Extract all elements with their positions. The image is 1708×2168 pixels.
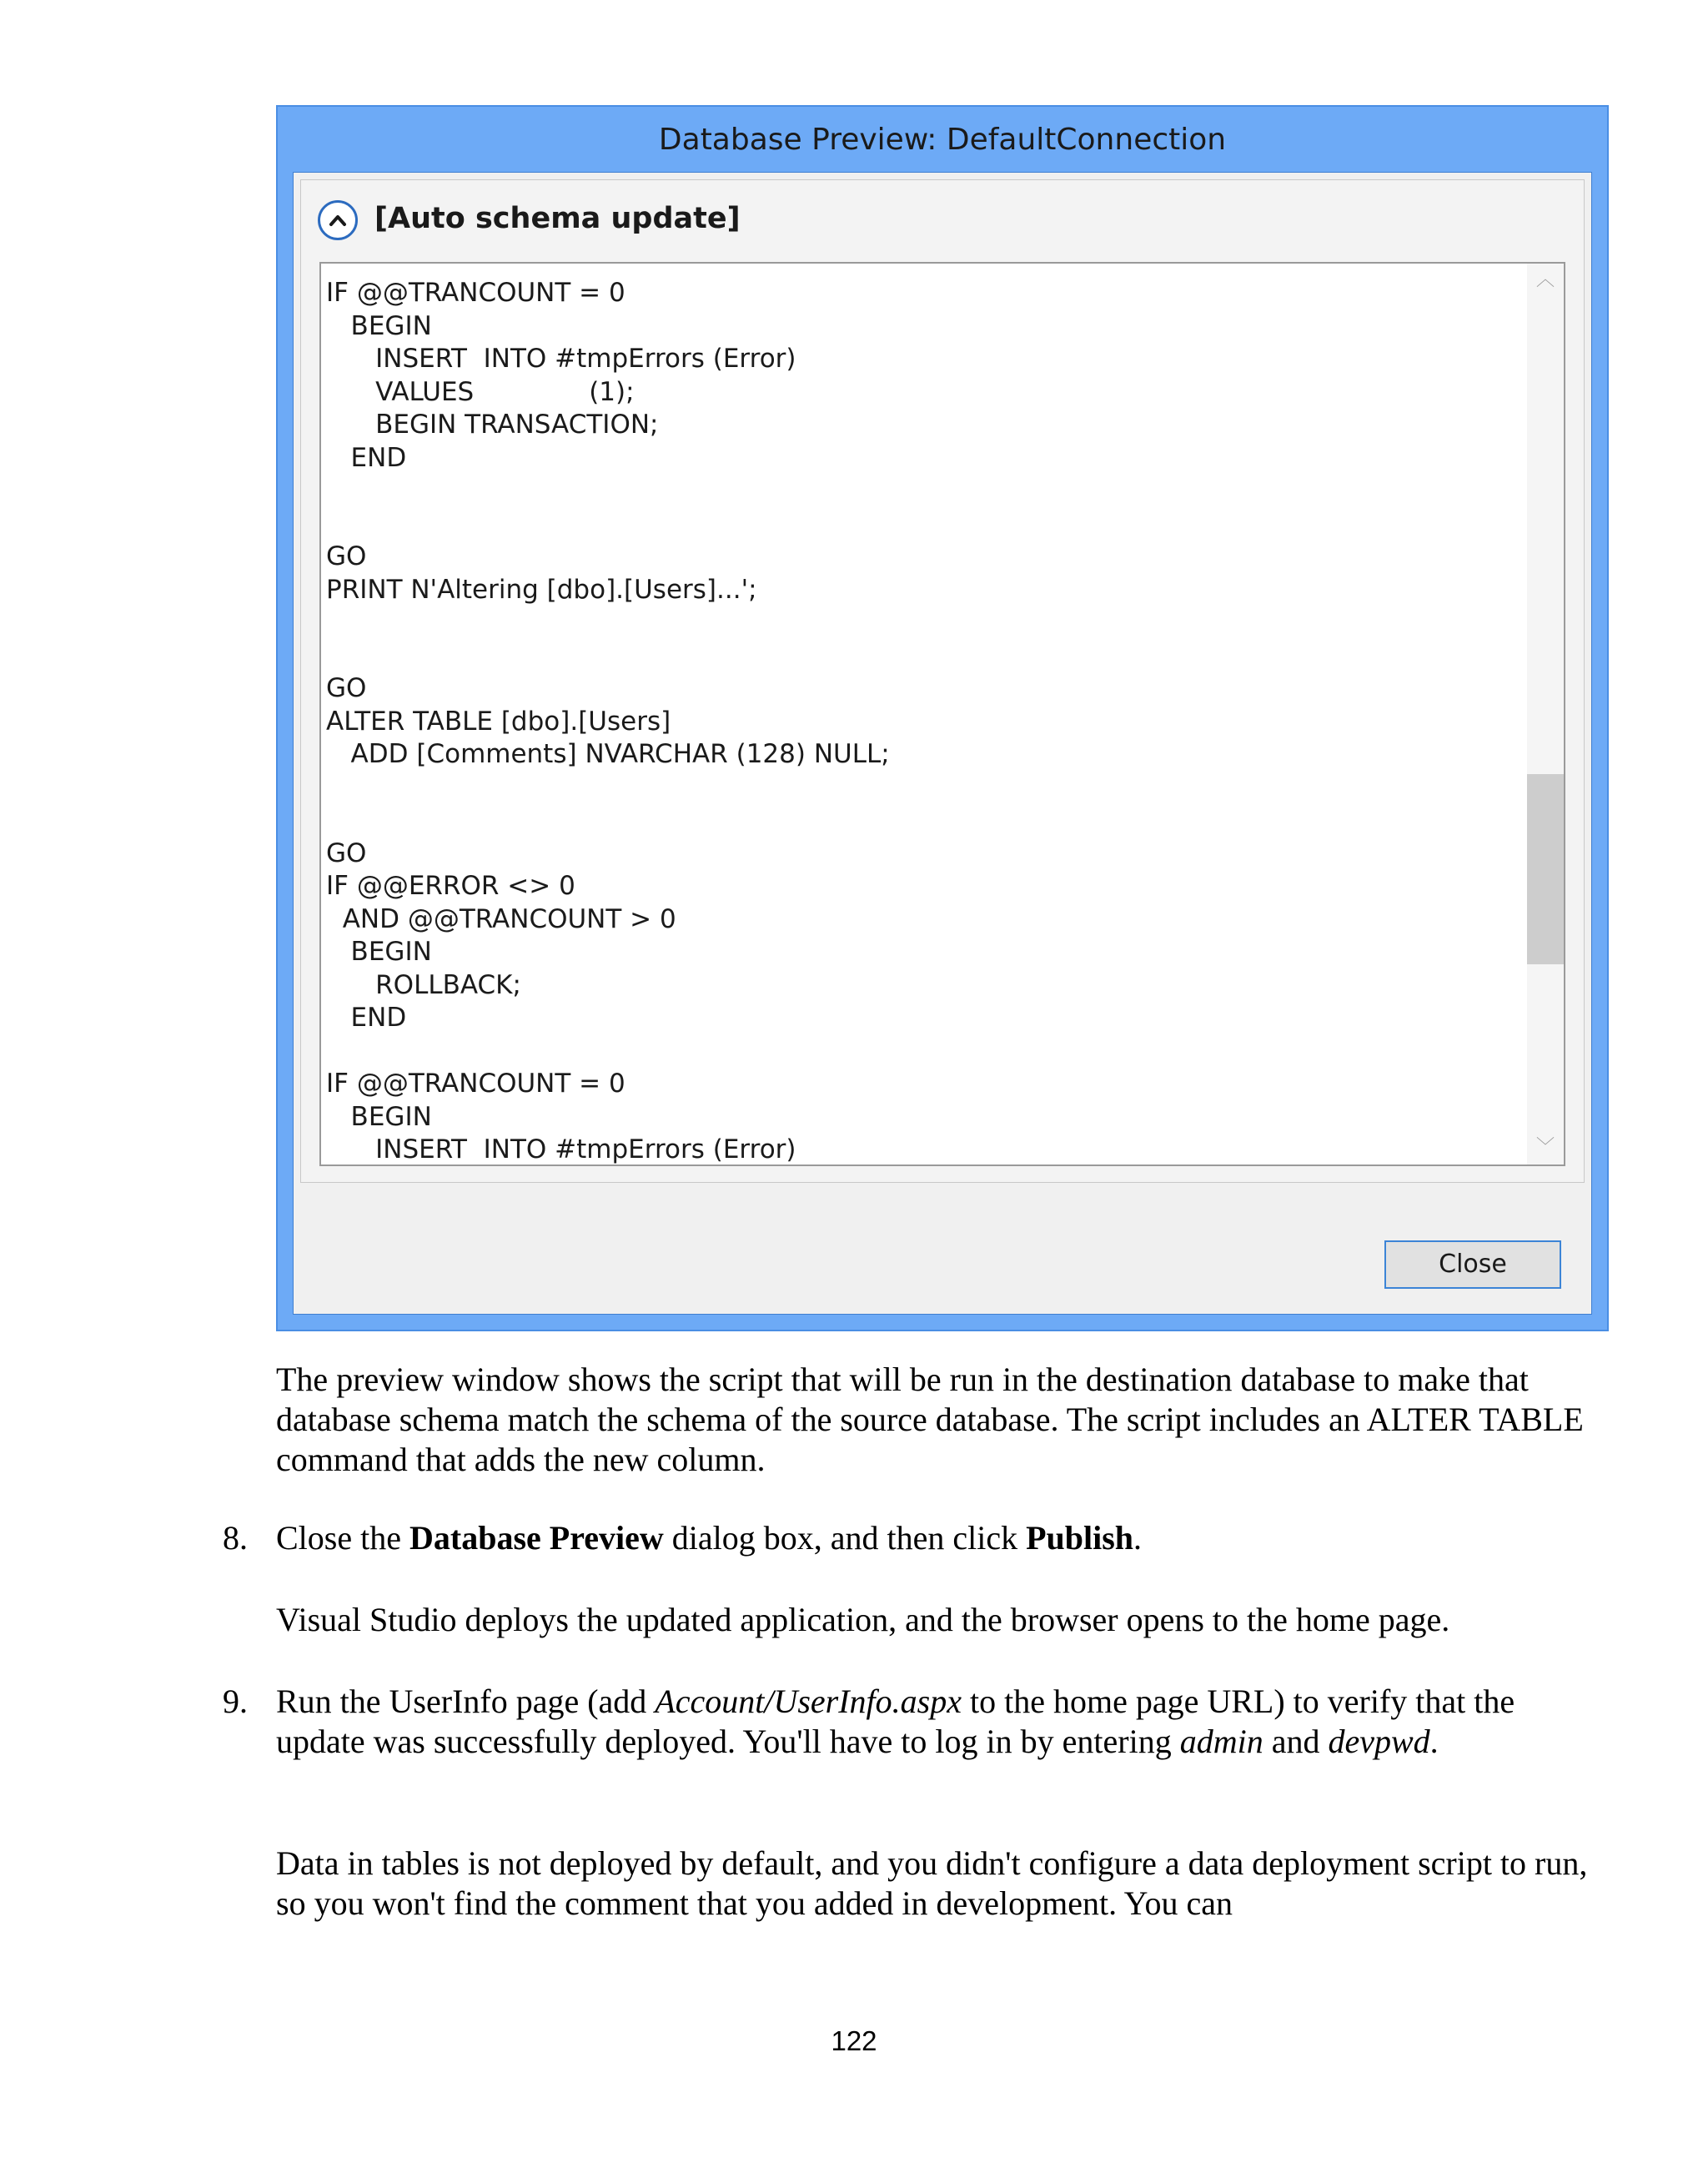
chevron-up-icon[interactable] — [318, 200, 358, 240]
step-9-text-3: and — [1263, 1723, 1329, 1760]
step-9-italic-admin: admin — [1179, 1723, 1263, 1760]
step-9-text-1: Run the UserInfo page (add — [276, 1683, 656, 1720]
page-number: 122 — [831, 2025, 877, 2056]
script-content: IF @@TRANCOUNT = 0 BEGIN INSERT INTO #tmpErrors (Error) VALUES (1); BEGIN TRANSACTION; END GO PRINT N'Altering [dbo].[Users]...'; GO ALTER TABLE [dbo].[Users] ADD [Comments] NVARCHAR (128) NULL; GO IF @@ERROR <> 0 AND @@TRANCOUNT > 0 BEGIN ROLLBACK; END IF @@TRANCOUNT = 0 BEGIN INSERT INTO #tmpErrors (Error) — [326, 278, 890, 1164]
step-8-text-2: dialog box, and then click — [663, 1519, 1027, 1557]
vertical-scrollbar[interactable] — [1527, 264, 1564, 1164]
step-9-text-2: to the home page URL) to verify that the update was successfully deployed. You'll have to log in by entering — [276, 1683, 1515, 1760]
dialog-client-area — [293, 172, 1592, 1315]
step-8-text-3: . — [1133, 1519, 1143, 1557]
scroll-up-icon[interactable]: ︿ — [1535, 269, 1555, 290]
step-8-bold-publish: Publish — [1026, 1519, 1134, 1557]
paragraph-preview-explanation: The preview window shows the script that will be run in the destination database to make that database schema match the schema of the source database. The script includes an ALTER TABLE command that adds the new column. — [276, 1361, 1584, 1478]
step-9-italic-url: Account/UserInfo.aspx — [655, 1683, 962, 1720]
step-8-text — [276, 1518, 1610, 1558]
close-button[interactable]: Close — [1384, 1240, 1561, 1289]
database-preview-dialog — [276, 105, 1609, 1331]
auto-schema-update-section — [300, 179, 1585, 1183]
dialog-title: Database Preview: DefaultConnection — [658, 123, 1227, 157]
scrollbar-thumb[interactable] — [1527, 774, 1564, 964]
section-title: [Auto schema update] — [374, 202, 741, 235]
step-8-text-1: Close the — [276, 1519, 409, 1557]
step-9-text-4: . — [1429, 1723, 1439, 1760]
scroll-down-icon[interactable]: ﹀ — [1535, 1137, 1555, 1158]
step-9-italic-devpwd: devpwd — [1328, 1723, 1430, 1760]
paragraph-data-not-deployed: Data in tables is not deployed by default, and you didn't configure a data deployment script to run, so you won't find the comment that you added in development. You can — [276, 1844, 1588, 1922]
step-8-bold-database-preview: Database Preview — [409, 1519, 664, 1557]
step-9-text — [276, 1682, 1610, 1762]
step-8-number: 8. — [223, 1519, 248, 1557]
paragraph-deploy-result: Visual Studio deploys the updated application, and the browser opens to the home page. — [276, 1601, 1450, 1638]
step-9-number: 9. — [223, 1683, 248, 1720]
script-text-area[interactable] — [319, 262, 1565, 1166]
